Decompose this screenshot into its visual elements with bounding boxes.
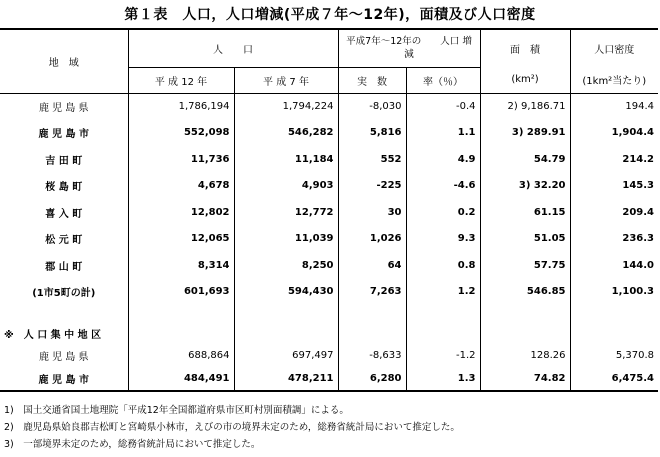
table-row [0, 199, 658, 226]
footnotes [4, 402, 460, 453]
cell-area: 546.85 [480, 279, 570, 306]
cell-p12: 4,678 [128, 173, 234, 200]
table-row [0, 343, 658, 367]
cell-density: 144.0 [570, 252, 658, 279]
cell-p12: 1,786,194 [128, 93, 234, 120]
cell-area: 2) 9,186.71 [480, 93, 570, 120]
cell-rate: -4.6 [406, 173, 480, 200]
cell-diff: 64 [338, 252, 406, 279]
cell-rate: 0.8 [406, 252, 480, 279]
cell-p12: 11,736 [128, 146, 234, 173]
cell-rate: 0.2 [406, 199, 480, 226]
area-size-header: 面 積 [480, 29, 570, 67]
cell-rate: 9.3 [406, 226, 480, 253]
cell-p7: 12,772 [234, 199, 338, 226]
population-header: 人 口 [128, 29, 338, 67]
region-name: (1市5町の計) [32, 288, 96, 300]
density-header: 人口密度 [570, 29, 658, 67]
cell-diff: 30 [338, 199, 406, 226]
cell-p7: 8,250 [234, 252, 338, 279]
km2-header: (km²) [480, 67, 570, 93]
cell-diff: -225 [338, 173, 406, 200]
table-row [0, 367, 658, 391]
section-row [0, 323, 658, 343]
cell-p12: 688,864 [128, 343, 234, 367]
cell-area: 54.79 [480, 146, 570, 173]
table-row [0, 93, 658, 120]
cell-p7: 4,903 [234, 173, 338, 200]
cell-area: 3) 289.91 [480, 120, 570, 147]
cell-p7: 546,282 [234, 120, 338, 147]
cell-p12: 8,314 [128, 252, 234, 279]
cell-diff: -8,030 [338, 93, 406, 120]
table-row [0, 173, 658, 200]
cell-density: 214.2 [570, 146, 658, 173]
cell-p7: 478,211 [234, 367, 338, 391]
table-title: 第１表 人口，人口増減(平成７年～12年)，面積及び人口密度 [124, 7, 536, 23]
region-name: 鹿 児 島 市 [0, 367, 128, 391]
table-row [0, 120, 658, 147]
region-name: 松 元 町 [45, 235, 83, 247]
region-name: 喜 入 町 [45, 208, 83, 220]
cell-density: 236.3 [570, 226, 658, 253]
footnote: 1) 国土交通省国土地理院「平成12年全国都道府県市区町村別面積調」による。 [4, 405, 349, 416]
cell-area: 51.05 [480, 226, 570, 253]
cell-density: 6,475.4 [570, 367, 658, 391]
cell-p12: 552,098 [128, 120, 234, 147]
cell-p12: 12,802 [128, 199, 234, 226]
cell-rate: 1.1 [406, 120, 480, 147]
cell-p7: 11,184 [234, 146, 338, 173]
cell-area: 3) 32.20 [480, 173, 570, 200]
cell-p12: 484,491 [128, 367, 234, 391]
table-row [0, 279, 658, 306]
cell-diff: 5,816 [338, 120, 406, 147]
cell-p7: 697,497 [234, 343, 338, 367]
real-header: 実 数 [338, 67, 406, 93]
spacer-row [0, 305, 658, 323]
cell-density: 145.3 [570, 173, 658, 200]
footnote: 3) 一部境界未定のため，総務省統計局において推定した。 [4, 439, 261, 450]
cell-density: 1,100.3 [570, 279, 658, 306]
cell-diff: 1,026 [338, 226, 406, 253]
cell-p12: 12,065 [128, 226, 234, 253]
cell-p7: 594,430 [234, 279, 338, 306]
footnote: 2) 鹿児島県姶良郡吉松町と宮崎県小林市，えびの市の境界未定のため，総務省統計局において推定した。 [4, 422, 460, 433]
section-label: ※ 人 口 集 中 地 区 [4, 329, 102, 341]
cell-density: 5,370.8 [570, 343, 658, 367]
table-row [0, 226, 658, 253]
region-name: 桜 島 町 [45, 182, 83, 194]
cell-diff: -8,633 [338, 343, 406, 367]
rate-header: 率（％） [406, 67, 480, 93]
cell-rate: 4.9 [406, 146, 480, 173]
cell-rate: 1.3 [406, 367, 480, 391]
cell-diff: 6,280 [338, 367, 406, 391]
region-name: 郡 山 町 [45, 261, 83, 273]
cell-p12: 601,693 [128, 279, 234, 306]
cell-rate: -1.2 [406, 343, 480, 367]
cell-p7: 1,794,224 [234, 93, 338, 120]
cell-area: 57.75 [480, 252, 570, 279]
region-name: 鹿 児 島 県 [38, 103, 89, 114]
cell-rate: 1.2 [406, 279, 480, 306]
cell-diff: 552 [338, 146, 406, 173]
cell-p7: 11,039 [234, 226, 338, 253]
region-name: 吉 田 町 [45, 155, 83, 167]
cell-area: 128.26 [480, 343, 570, 367]
cell-density: 194.4 [570, 93, 658, 120]
area-header: 地 域 [0, 29, 128, 93]
region-name: 鹿 児 島 市 [38, 129, 89, 141]
cell-rate: -0.4 [406, 93, 480, 120]
cell-density: 1,904.4 [570, 120, 658, 147]
h7-header: 平 成 7 年 [234, 67, 338, 93]
cell-area: 61.15 [480, 199, 570, 226]
h12-header: 平 成 12 年 [128, 67, 234, 93]
table-row [0, 146, 658, 173]
cell-density: 209.4 [570, 199, 658, 226]
region-name: 鹿 児 島 県 [38, 351, 89, 363]
change-header: 平成7年～12年の 人口 増 減 [338, 29, 480, 67]
cell-diff: 7,263 [338, 279, 406, 306]
cell-area: 74.82 [480, 367, 570, 391]
population-table [0, 28, 658, 392]
per-km2-header: (1km²当たり) [570, 67, 658, 93]
table-row [0, 252, 658, 279]
